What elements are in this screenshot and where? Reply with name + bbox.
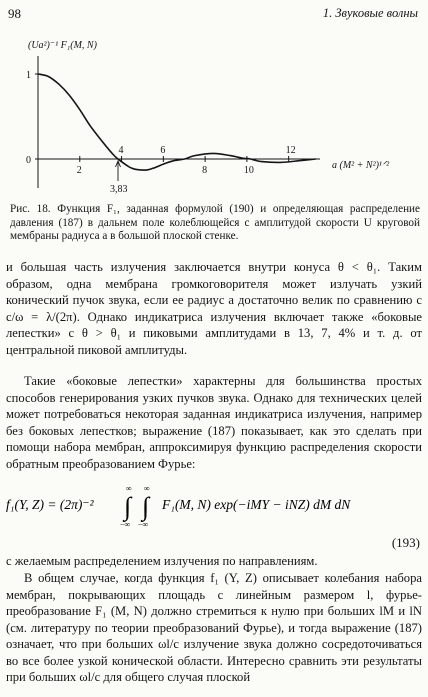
paragraph-1	[6, 259, 422, 358]
upper-limit-1: ∞	[126, 484, 132, 493]
y-tick-label-0: 0	[26, 155, 31, 166]
figure-caption	[10, 203, 420, 244]
y-axis-label: (Ua²)⁻¹ F₁(M, N)	[28, 40, 97, 51]
figure-18	[0, 26, 428, 204]
paragraph-4-text: В общем случае, когда функция f₁ (Y, Z) описывает колебания набора мембран, покрывающих площадь с линейным размером l, фурье-преобразование F₁ (M, N) должно стремиться к нулю при больших lM и lN (см. литературу по теории преобразований Фурье), и тогда выражение (187) означает, что при больших ωl/c излучение звука должно сосредоточиваться во все более узкой конической области. Интересно сравнить эти результаты при больших ωl/c для общего случая плоской	[6, 571, 422, 684]
integral-sign-2: ∫	[142, 492, 150, 521]
y-tick-label-1: 1	[26, 70, 31, 81]
x-tick-label-2: 2	[76, 165, 82, 176]
x-tick-label-8: 8	[202, 165, 208, 176]
lower-limit-2: −∞	[138, 520, 149, 529]
equation-integrand: F₁(M, N) exp(−iMY − iNZ) dM dN	[162, 497, 351, 512]
paragraph-3-text: с желаемым распределением излучения по направлениям.	[6, 554, 318, 568]
function-plot	[0, 26, 428, 204]
equation-number: (193)	[391, 535, 420, 550]
x-tick-label-6: 6	[160, 145, 166, 156]
zero-annotation	[110, 161, 128, 195]
lower-limit-1: −∞	[120, 520, 131, 529]
x-axis-label: a (M² + N²)¹ᐟ²	[332, 160, 390, 171]
running-title: 1. Звуковые волны	[322, 6, 418, 20]
integral-sign-1: ∫	[124, 492, 132, 521]
f1-curve	[38, 74, 316, 170]
x-tick-label-10: 10	[243, 165, 254, 176]
equation-193	[6, 479, 422, 531]
paragraph-2	[6, 373, 422, 472]
annotation-label: 3,83	[110, 184, 128, 195]
paragraph-3	[6, 553, 422, 570]
paragraph-1-text: и большая часть излучения заключается внутри конуса θ < θ₁. Таким образом, одна мембрана громкоговорителя может излучать узкий конический пучок звука, если ее радиус a достаточно велик по сравнению с c/ω = λ/(2π). Однако индикатриса излучения включает также «боковые лепестки» с θ > θ₁ и пиковыми амплитудами в 13, 7, 4% и т. д. от центральной пиковой амплитуды.	[6, 260, 422, 357]
x-tick-label-4: 4	[118, 145, 124, 156]
caption-label: Рис. 18.	[10, 203, 51, 215]
equation-lhs: f₁(Y, Z) = (2π)⁻²	[6, 497, 94, 512]
paragraph-2-text: Такие «боковые лепестки» характерны для большинства простых способов генерирования узких пучков звука. Однако для технических целей может потребоваться некоторая заданная индикатриса излучения, например без боковых лепестков; выражение (187) показывает, как это сделать при помощи набора мембран, аппроксимируя функцию распределения скорости обратным преобразованием Фурье:	[6, 374, 422, 471]
upper-limit-2: ∞	[144, 484, 150, 493]
caption-text: Функция F₁, заданная формулой (190) и определяющая распределение давления (187) в дальнем поле колеблющейся с амплитудой скорости U круговой мембраны радиуса a в большой плоской стенке.	[10, 203, 421, 243]
x-tick-label-12: 12	[285, 145, 296, 156]
page-number: 98	[8, 6, 21, 21]
paragraph-4	[6, 570, 422, 686]
